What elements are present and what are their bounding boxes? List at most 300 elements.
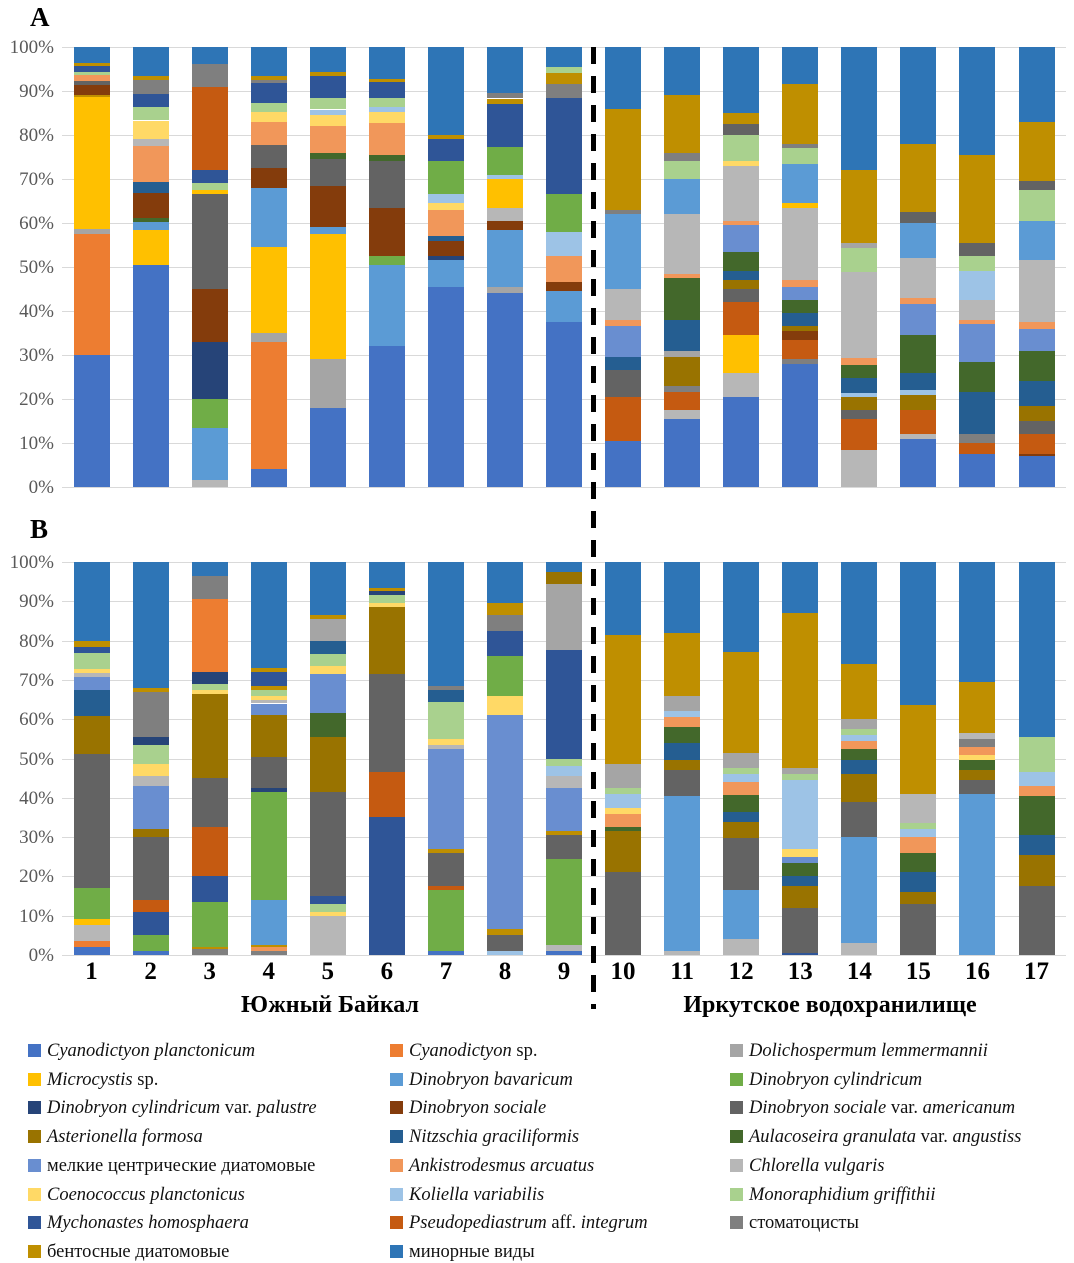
bar-segment bbox=[251, 47, 287, 76]
x-tick-label-2: 2 bbox=[144, 958, 157, 985]
y-tick-label: 50% bbox=[19, 748, 54, 770]
bar-segment bbox=[546, 232, 582, 256]
bar-segment bbox=[251, 700, 287, 704]
bar-segment bbox=[605, 109, 641, 210]
bar-segment bbox=[74, 669, 110, 673]
bar-segment bbox=[310, 904, 346, 912]
bar-segment bbox=[369, 256, 405, 265]
legend-label: Koliella variabilis bbox=[409, 1184, 545, 1205]
bar-segment bbox=[369, 79, 405, 83]
bar-segment bbox=[841, 248, 877, 272]
legend-swatch bbox=[730, 1101, 743, 1114]
bar-segment bbox=[310, 110, 346, 115]
bar-segment bbox=[369, 591, 405, 595]
bar-segment bbox=[841, 741, 877, 749]
bar-segment bbox=[251, 103, 287, 111]
bar-segment bbox=[723, 795, 759, 812]
bar-segment bbox=[133, 912, 169, 936]
bar-segment bbox=[428, 161, 464, 194]
bar-segment bbox=[487, 47, 523, 93]
bar-segment bbox=[1019, 786, 1055, 796]
legend-label: Dinobryon sociale var. americanum bbox=[749, 1098, 1016, 1119]
bar-segment bbox=[723, 225, 759, 251]
bar-segment bbox=[605, 794, 641, 808]
bar-segment bbox=[192, 289, 228, 342]
legend-swatch bbox=[390, 1159, 403, 1172]
legend-swatch bbox=[28, 1188, 41, 1201]
legend-swatch bbox=[730, 1073, 743, 1086]
bar-segment bbox=[133, 745, 169, 765]
legend-swatch bbox=[390, 1216, 403, 1229]
bar-segment bbox=[369, 208, 405, 256]
chart-a-bar-11 bbox=[664, 47, 700, 487]
legend-item bbox=[730, 1184, 936, 1206]
bar-segment bbox=[192, 694, 228, 778]
chart-a-bar-4 bbox=[251, 47, 287, 487]
bar-segment bbox=[546, 194, 582, 231]
legend-item bbox=[28, 1097, 317, 1119]
bar-segment bbox=[428, 287, 464, 487]
bar-segment bbox=[959, 682, 995, 733]
bar-segment bbox=[782, 886, 818, 908]
bar-segment bbox=[900, 144, 936, 212]
bar-segment bbox=[1019, 329, 1055, 351]
bar-segment bbox=[1019, 562, 1055, 737]
bar-segment bbox=[192, 562, 228, 576]
bar-segment bbox=[133, 692, 169, 737]
bar-segment bbox=[251, 704, 287, 716]
bar-segment bbox=[369, 265, 405, 346]
bar-segment bbox=[487, 175, 523, 179]
bar-segment bbox=[605, 788, 641, 794]
bar-segment bbox=[959, 320, 995, 324]
bar-segment bbox=[251, 690, 287, 696]
bar-segment bbox=[664, 392, 700, 410]
bar-segment bbox=[133, 139, 169, 146]
bar-segment bbox=[841, 802, 877, 837]
bar-segment bbox=[74, 919, 110, 925]
bar-segment bbox=[310, 76, 346, 99]
bar-segment bbox=[251, 145, 287, 168]
bar-segment bbox=[369, 674, 405, 772]
bar-segment bbox=[546, 562, 582, 572]
bar-segment bbox=[369, 817, 405, 955]
bar-segment bbox=[723, 753, 759, 769]
bar-segment bbox=[487, 951, 523, 955]
bar-segment bbox=[664, 951, 700, 955]
bar-segment bbox=[664, 410, 700, 419]
x-tick-label-11: 11 bbox=[670, 958, 694, 985]
bar-segment bbox=[428, 853, 464, 886]
x-tick-label-4: 4 bbox=[262, 958, 275, 985]
legend-item bbox=[390, 1097, 546, 1119]
bar-segment bbox=[723, 302, 759, 335]
bar-segment bbox=[664, 153, 700, 162]
bar-segment bbox=[959, 362, 995, 393]
bar-segment bbox=[546, 835, 582, 859]
bar-segment bbox=[1019, 796, 1055, 835]
bar-segment bbox=[546, 84, 582, 97]
bar-segment bbox=[841, 749, 877, 761]
bar-segment bbox=[369, 161, 405, 207]
bar-segment bbox=[74, 677, 110, 691]
legend-swatch bbox=[28, 1101, 41, 1114]
legend-label: Asterionella formosa bbox=[47, 1127, 203, 1148]
bar-segment bbox=[959, 300, 995, 320]
bar-segment bbox=[74, 653, 110, 669]
bar-segment bbox=[959, 271, 995, 300]
bar-segment bbox=[841, 378, 877, 393]
bar-segment bbox=[369, 607, 405, 674]
bar-segment bbox=[428, 951, 464, 955]
bar-segment bbox=[841, 450, 877, 487]
x-tick-label-1: 1 bbox=[85, 958, 98, 985]
legend-item bbox=[28, 1212, 249, 1234]
bar-segment bbox=[782, 768, 818, 774]
bar-segment bbox=[369, 772, 405, 817]
bar-segment bbox=[782, 84, 818, 143]
bar-segment bbox=[251, 757, 287, 788]
bar-segment bbox=[133, 222, 169, 230]
bar-segment bbox=[841, 774, 877, 802]
bar-segment bbox=[487, 147, 523, 175]
bar-segment bbox=[74, 716, 110, 754]
bar-segment bbox=[723, 161, 759, 165]
chart-b-bar-9 bbox=[546, 562, 582, 955]
bar-segment bbox=[546, 256, 582, 282]
bar-segment bbox=[74, 947, 110, 955]
bar-segment bbox=[605, 47, 641, 109]
legend-item bbox=[390, 1040, 537, 1062]
bar-segment bbox=[546, 572, 582, 584]
bar-segment bbox=[959, 794, 995, 955]
bar-segment bbox=[133, 121, 169, 140]
bar-segment bbox=[900, 410, 936, 434]
gridline bbox=[62, 955, 1066, 956]
bar-segment bbox=[310, 674, 346, 713]
bar-segment bbox=[900, 904, 936, 955]
bar-segment bbox=[605, 872, 641, 955]
bar-segment bbox=[251, 668, 287, 672]
bar-segment bbox=[369, 82, 405, 97]
bar-segment bbox=[133, 764, 169, 776]
legend-item bbox=[390, 1184, 544, 1206]
bar-segment bbox=[782, 47, 818, 84]
bar-segment bbox=[428, 194, 464, 203]
bar-segment bbox=[192, 947, 228, 949]
bar-segment bbox=[192, 902, 228, 947]
bar-segment bbox=[546, 759, 582, 767]
legend-label: Ankistrodesmus arcuatus bbox=[409, 1155, 595, 1176]
bar-segment bbox=[369, 123, 405, 155]
bar-segment bbox=[74, 47, 110, 63]
bar-segment bbox=[723, 812, 759, 822]
legend-item bbox=[730, 1155, 885, 1177]
bar-segment bbox=[841, 735, 877, 741]
chart-b-bar-15 bbox=[900, 562, 936, 955]
bar-segment bbox=[723, 652, 759, 752]
chart-a-bar-9 bbox=[546, 47, 582, 487]
bar-segment bbox=[428, 690, 464, 703]
bar-segment bbox=[959, 454, 995, 487]
bar-segment bbox=[251, 672, 287, 686]
bar-segment bbox=[664, 95, 700, 152]
bar-segment bbox=[310, 916, 346, 955]
bar-segment bbox=[959, 434, 995, 443]
x-tick-label-10: 10 bbox=[610, 958, 636, 985]
bar-segment bbox=[487, 562, 523, 603]
bar-segment bbox=[841, 47, 877, 170]
bar-segment bbox=[74, 234, 110, 355]
bar-segment bbox=[782, 359, 818, 363]
bar-segment bbox=[841, 562, 877, 664]
bar-segment bbox=[428, 745, 464, 749]
bar-segment bbox=[133, 218, 169, 222]
bar-segment bbox=[310, 186, 346, 228]
bar-segment bbox=[74, 75, 110, 82]
bar-segment bbox=[900, 223, 936, 258]
bar-segment bbox=[74, 673, 110, 677]
bar-segment bbox=[723, 768, 759, 774]
bar-segment bbox=[369, 588, 405, 592]
bar-segment bbox=[192, 194, 228, 289]
chart-a-bar-2 bbox=[133, 47, 169, 487]
bar-segment bbox=[782, 340, 818, 360]
bar-segment bbox=[664, 419, 700, 487]
bar-segment bbox=[192, 599, 228, 672]
bar-segment bbox=[192, 183, 228, 190]
bar-segment bbox=[1019, 47, 1055, 122]
bar-segment bbox=[782, 774, 818, 780]
bar-segment bbox=[900, 304, 936, 335]
x-tick-label-8: 8 bbox=[498, 958, 512, 985]
bar-segment bbox=[487, 93, 523, 98]
bar-segment bbox=[900, 298, 936, 305]
chart-b-bar-7 bbox=[428, 562, 464, 955]
chart-a-bar-10 bbox=[605, 47, 641, 487]
bar-segment bbox=[605, 764, 641, 788]
bar-segment bbox=[192, 690, 228, 694]
bar-segment bbox=[487, 715, 523, 929]
bar-segment bbox=[369, 562, 405, 588]
bar-segment bbox=[664, 47, 700, 95]
bar-segment bbox=[251, 333, 287, 342]
bar-segment bbox=[546, 650, 582, 758]
bar-segment bbox=[900, 439, 936, 487]
bar-segment bbox=[133, 737, 169, 745]
bar-segment bbox=[487, 929, 523, 935]
bar-segment bbox=[782, 849, 818, 857]
bar-segment bbox=[428, 256, 464, 260]
bar-segment bbox=[251, 686, 287, 690]
bar-segment bbox=[133, 94, 169, 107]
bar-segment bbox=[192, 827, 228, 876]
bar-segment bbox=[1019, 322, 1055, 329]
x-tick-label-14: 14 bbox=[846, 958, 872, 985]
bar-segment bbox=[841, 943, 877, 955]
bar-segment bbox=[723, 221, 759, 225]
group-caption-left: Южный Байкал bbox=[241, 992, 419, 1018]
bar-segment bbox=[487, 696, 523, 716]
legend-item bbox=[28, 1126, 203, 1148]
bar-segment bbox=[605, 441, 641, 487]
legend-label: Dinobryon cylindricum bbox=[749, 1069, 923, 1090]
bar-segment bbox=[310, 654, 346, 666]
bar-segment bbox=[900, 395, 936, 410]
y-tick-label: 100% bbox=[9, 552, 54, 573]
bar-segment bbox=[1019, 221, 1055, 261]
bar-segment bbox=[782, 300, 818, 313]
bar-segment bbox=[664, 633, 700, 696]
bar-segment bbox=[192, 480, 228, 487]
bar-segment bbox=[310, 227, 346, 234]
bar-segment bbox=[428, 241, 464, 256]
bar-segment bbox=[251, 80, 287, 84]
bar-segment bbox=[546, 831, 582, 835]
bar-segment bbox=[74, 81, 110, 85]
bar-segment bbox=[74, 925, 110, 941]
chart-b-bar-12 bbox=[723, 562, 759, 955]
bar-segment bbox=[369, 107, 405, 112]
bar-segment bbox=[723, 252, 759, 272]
bar-segment bbox=[664, 711, 700, 717]
bar-segment bbox=[723, 373, 759, 397]
bar-segment bbox=[900, 47, 936, 144]
bar-segment bbox=[723, 135, 759, 161]
chart-a-bar-16 bbox=[959, 47, 995, 487]
bar-segment bbox=[841, 365, 877, 378]
legend-item bbox=[730, 1126, 1021, 1148]
legend-swatch bbox=[730, 1188, 743, 1201]
bar-segment bbox=[487, 99, 523, 104]
bar-segment bbox=[1019, 456, 1055, 487]
y-tick-label: 40% bbox=[19, 301, 54, 322]
y-tick-label: 60% bbox=[19, 213, 54, 234]
bar-segment bbox=[192, 399, 228, 428]
bar-segment bbox=[546, 788, 582, 831]
legend-swatch bbox=[28, 1073, 41, 1086]
bar-segment bbox=[723, 397, 759, 487]
bar-segment bbox=[428, 236, 464, 240]
bar-segment bbox=[369, 47, 405, 79]
chart-a-bar-12 bbox=[723, 47, 759, 487]
bar-segment bbox=[369, 346, 405, 487]
bar-segment bbox=[369, 155, 405, 162]
bar-segment bbox=[900, 335, 936, 372]
legend-item bbox=[28, 1184, 245, 1206]
bar-segment bbox=[74, 66, 110, 71]
y-tick-label: 0% bbox=[28, 477, 54, 498]
bar-segment bbox=[74, 229, 110, 234]
bar-segment bbox=[133, 47, 169, 76]
bar-segment bbox=[546, 282, 582, 291]
y-tick-label: 70% bbox=[19, 169, 54, 190]
bar-segment bbox=[133, 230, 169, 265]
bar-segment bbox=[74, 85, 110, 95]
bar-segment bbox=[605, 562, 641, 635]
bar-segment bbox=[1019, 260, 1055, 322]
legend-swatch bbox=[730, 1130, 743, 1143]
legend-label: Chlorella vulgaris bbox=[749, 1155, 885, 1176]
chart-b-bar-3 bbox=[192, 562, 228, 955]
baikal-reservoir-divider-dashed-line bbox=[591, 47, 596, 1009]
legend-item bbox=[390, 1155, 594, 1177]
bar-segment bbox=[74, 647, 110, 653]
bar-segment bbox=[74, 72, 110, 75]
bar-segment bbox=[900, 794, 936, 823]
bar-segment bbox=[546, 291, 582, 322]
y-tick-label: 80% bbox=[19, 125, 54, 146]
legend-item bbox=[28, 1069, 158, 1091]
bar-segment bbox=[428, 210, 464, 236]
bar-segment bbox=[782, 144, 818, 148]
legend-label: мелкие центрические диатомовые bbox=[47, 1155, 316, 1176]
y-tick-label: 80% bbox=[19, 630, 54, 652]
x-tick-label-12: 12 bbox=[728, 958, 754, 985]
bar-segment bbox=[1019, 181, 1055, 190]
legend-swatch bbox=[390, 1130, 403, 1143]
y-tick-label: 90% bbox=[19, 591, 54, 613]
legend-label: Nitzschia graciliformis bbox=[409, 1127, 580, 1148]
y-tick-label: 50% bbox=[19, 257, 54, 278]
legend-swatch bbox=[730, 1044, 743, 1057]
legend-item bbox=[730, 1212, 859, 1234]
bar-segment bbox=[782, 562, 818, 613]
bar-segment bbox=[133, 107, 169, 120]
chart-b-bar-4 bbox=[251, 562, 287, 955]
bar-segment bbox=[664, 796, 700, 951]
bar-segment bbox=[310, 153, 346, 160]
bar-segment bbox=[782, 857, 818, 863]
x-tick-label-6: 6 bbox=[380, 958, 394, 985]
bar-segment bbox=[133, 935, 169, 951]
bar-segment bbox=[664, 743, 700, 761]
legend-item bbox=[390, 1241, 535, 1263]
bar-segment bbox=[546, 859, 582, 945]
chart-b-bar-16 bbox=[959, 562, 995, 955]
bar-segment bbox=[428, 849, 464, 853]
bar-segment bbox=[664, 717, 700, 727]
bar-segment bbox=[723, 124, 759, 135]
bar-segment bbox=[546, 951, 582, 955]
legend-label: бентосные диатомовые bbox=[47, 1241, 230, 1262]
x-tick-label-5: 5 bbox=[321, 958, 334, 985]
bar-segment bbox=[1019, 406, 1055, 421]
bar-segment bbox=[664, 179, 700, 214]
x-tick-label-15: 15 bbox=[905, 958, 931, 985]
bar-segment bbox=[900, 434, 936, 438]
legend-swatch bbox=[730, 1216, 743, 1229]
bar-segment bbox=[192, 170, 228, 183]
bar-segment bbox=[605, 214, 641, 289]
legend-swatch bbox=[28, 1245, 41, 1258]
bar-segment bbox=[664, 320, 700, 351]
bar-segment bbox=[723, 271, 759, 280]
bar-segment bbox=[782, 164, 818, 204]
bar-segment bbox=[546, 73, 582, 84]
bar-segment bbox=[133, 80, 169, 94]
chart-a-bar-5 bbox=[310, 47, 346, 487]
legend-swatch bbox=[730, 1159, 743, 1172]
bar-segment bbox=[782, 326, 818, 330]
bar-segment bbox=[310, 234, 346, 359]
bar-segment bbox=[192, 576, 228, 600]
chart-a-bar-17 bbox=[1019, 47, 1055, 487]
bar-segment bbox=[782, 203, 818, 207]
chart-b-bar-17 bbox=[1019, 562, 1055, 955]
bar-segment bbox=[310, 72, 346, 76]
bar-segment bbox=[605, 808, 641, 814]
